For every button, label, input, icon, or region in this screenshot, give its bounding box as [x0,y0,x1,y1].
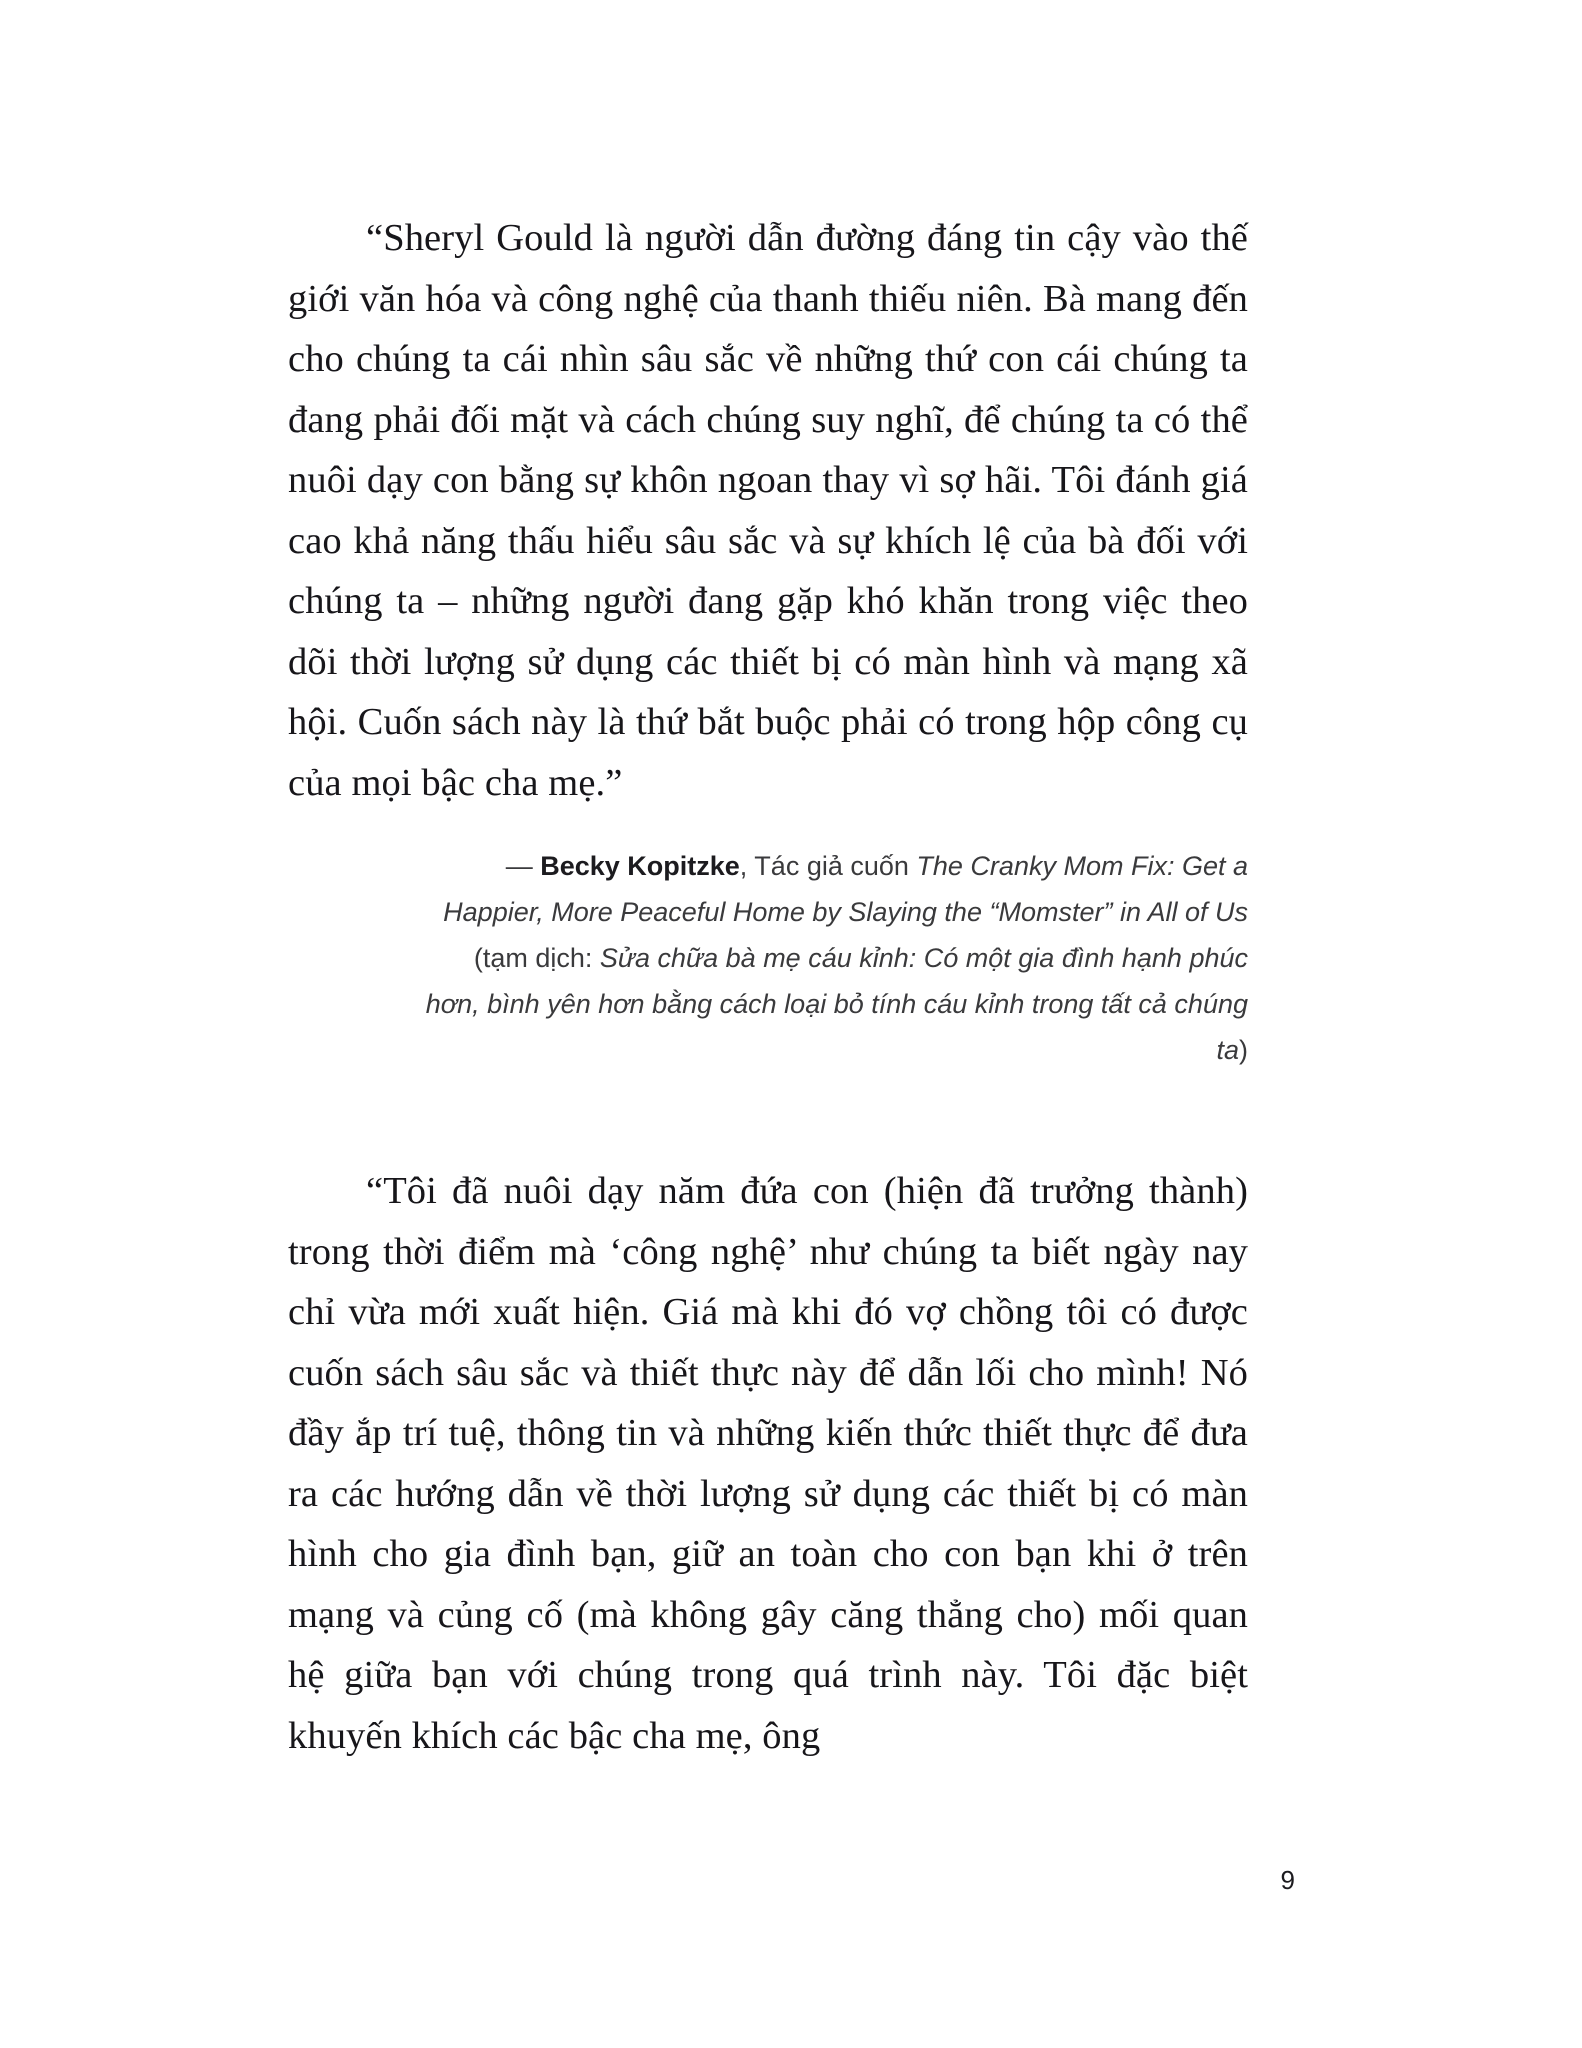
testimonial-attribution-kopitzke [288,843,1248,1073]
page-content-column [288,208,1248,1766]
attribution-book-title-english: The Cranky Mom Fix: Get a Happier, More Peaceful Home by Slaying the “Momster” in All of Us [443,851,1248,927]
attribution-role-prefix: , Tác giả cuốn [739,851,917,881]
attribution-em-dash: — [505,851,541,881]
attribution-book-title-vietnamese: Sửa chữa bà mẹ cáu kỉnh: Có một gia đình hạnh phúc hơn, bình yên hơn bằng cách loại bỏ tính cáu kỉnh trong tất cả chúng ta [425,943,1248,1065]
attribution-author-name: Becky Kopitzke [540,851,740,881]
page-number: 9 [1280,1865,1295,1895]
attribution-translation-close: ) [1239,1035,1248,1065]
testimonial-quote-kopitzke: “Sheryl Gould là người dẫn đường đáng tin cậy vào thế giới văn hóa và công nghệ của thanh thiếu niên. Bà mang đến cho chúng ta cái nhìn sâu sắc về những thứ con cái chúng ta đang phải đối mặt và cách chúng suy nghĩ, để chúng ta có thể nuôi dạy con bằng sự khôn ngoan thay vì sợ hãi. Tôi đánh giá cao khả năng thấu hiểu sâu sắc và sự khích lệ của bà đối với chúng ta – những người đang gặp khó khăn trong việc theo dõi thời lượng sử dụng các thiết bị có màn hình và mạng xã hội. Cuốn sách này là thứ bắt buộc phải có trong hộp công cụ của mọi bậc cha mẹ.” [288,217,1248,804]
attribution-translation-open: (tạm dịch: [473,943,600,973]
testimonial-quote-second: “Tôi đã nuôi dạy năm đứa con (hiện đã trưởng thành) trong thời điểm mà ‘công nghệ’ như chúng ta biết ngày nay chỉ vừa mới xuất hiện. Giá mà khi đó vợ chồng tôi có được cuốn sách sâu sắc và thiết thực này để dẫn lối cho mình! Nó đầy ắp trí tuệ, thông tin và những kiến thức thiết thực để đưa ra các hướng dẫn về thời lượng sử dụng các thiết bị có màn hình cho gia đình bạn, giữ an toàn cho con bạn khi ở trên mạng và củng cố (mà không gây căng thẳng cho) mối quan hệ giữa bạn với chúng trong quá trình này. Tôi đặc biệt khuyến khích các bậc cha mẹ, ông [288,1170,1248,1757]
